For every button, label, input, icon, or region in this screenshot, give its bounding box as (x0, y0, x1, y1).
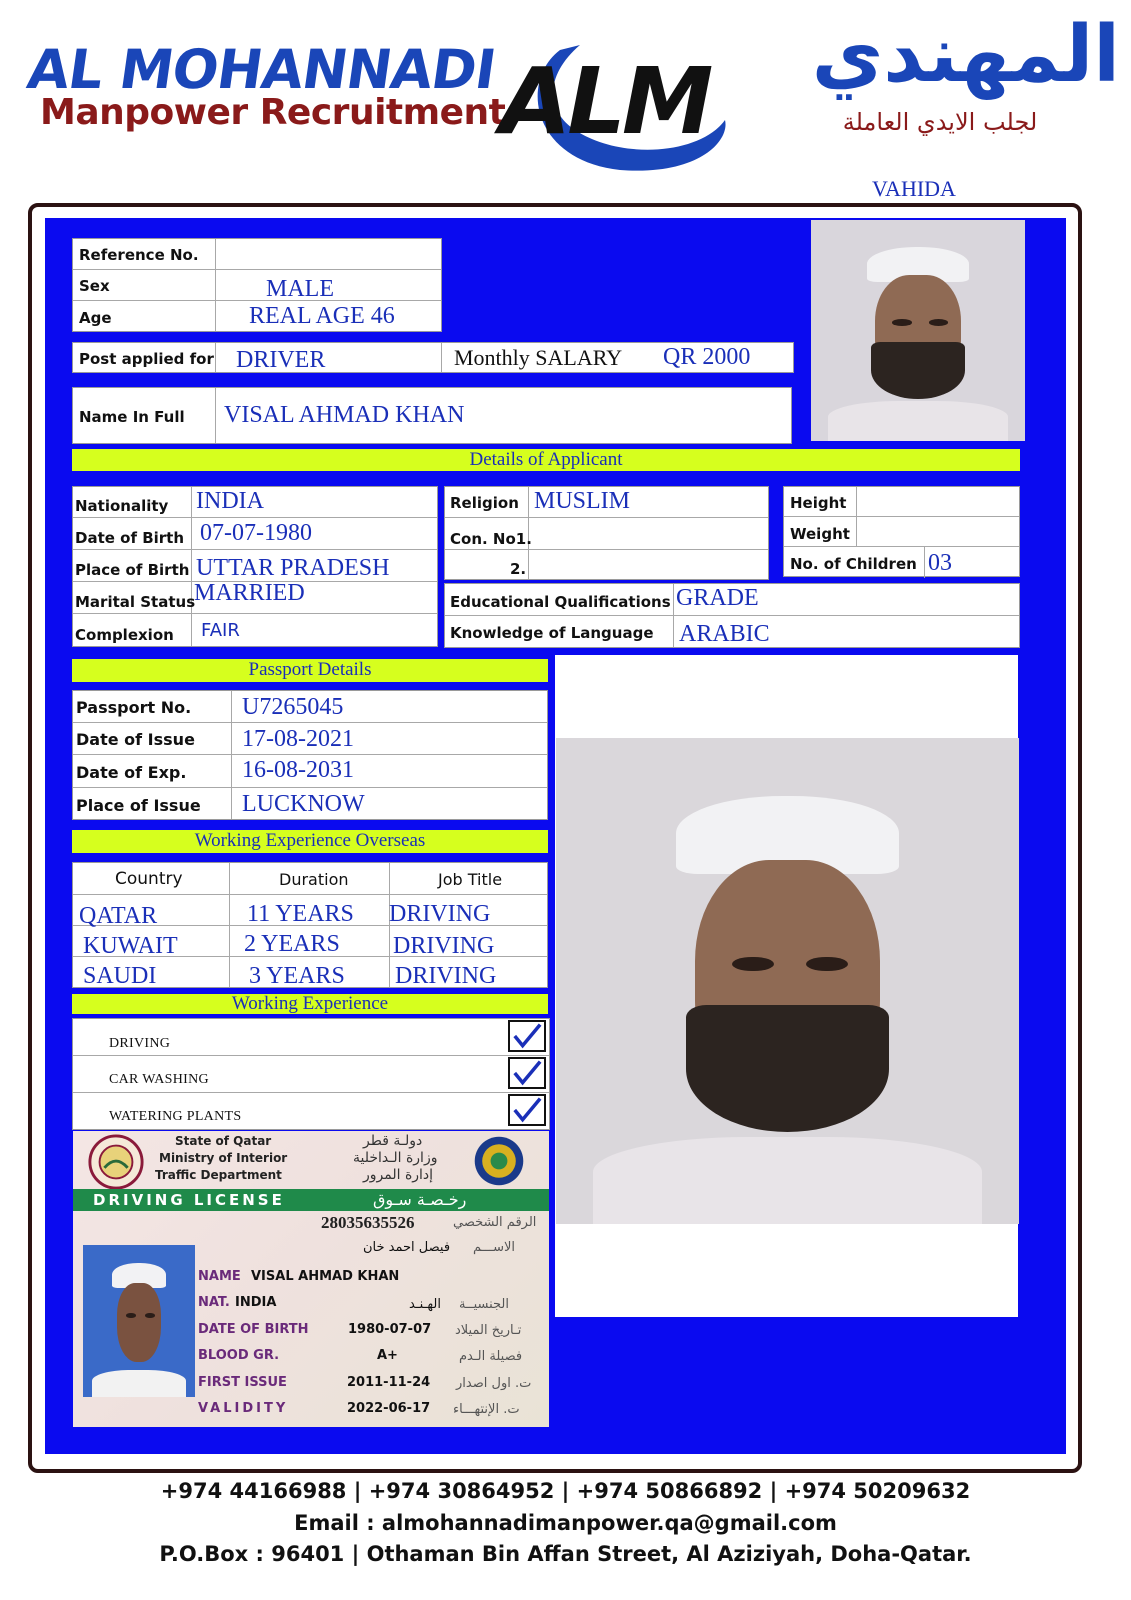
details-title: Details of Applicant (72, 449, 1020, 471)
skill-label: WATERING PLANTS (109, 1109, 242, 1124)
overseas-duration: 11 YEARS (247, 901, 354, 927)
post-value: DRIVER (236, 347, 326, 373)
license-photo (83, 1245, 195, 1397)
children-label: No. of Children (790, 555, 917, 573)
alm-mark: ALM (500, 48, 710, 155)
applicant-photo-small (811, 220, 1025, 441)
license-id-label-ar: الرقم الشخصي (453, 1215, 537, 1230)
overseas-duration: 3 YEARS (249, 963, 345, 989)
experience-title: Working Experience (72, 994, 548, 1014)
religion-value: MUSLIM (534, 488, 631, 514)
sex-value: MALE (266, 276, 334, 302)
driving-license-image (73, 1131, 549, 1427)
company-tagline-en: Manpower Recruitment (40, 92, 506, 133)
passport-issue-value: 17-08-2021 (242, 726, 354, 752)
license-title: DRIVING LICENSE (93, 1191, 285, 1209)
overseas-job: DRIVING (393, 933, 495, 959)
skill-carwash-checkbox[interactable] (508, 1057, 546, 1089)
overseas-country: QATAR (79, 903, 158, 929)
license-name-value: VISAL AHMAD KHAN (251, 1269, 400, 1284)
license-first-issue-label: FIRST ISSUE (198, 1375, 287, 1390)
complexion-label: Complexion (75, 626, 174, 644)
overseas-header-duration: Duration (279, 870, 349, 889)
passport-no-value: U7265045 (242, 694, 344, 720)
passport-place-value: LUCKNOW (242, 791, 365, 817)
passport-no-label: Passport No. (76, 698, 192, 717)
pob-label: Place of Birth (75, 561, 190, 579)
name-table (72, 387, 792, 444)
checkmark-icon (510, 1022, 544, 1050)
license-title-band (73, 1189, 549, 1211)
license-validity-label: VALIDITY (198, 1401, 289, 1416)
footer-phones: +974 44166988 | +974 30864952 | +974 50866892 | +974 50209632 (160, 1479, 971, 1503)
name-label: Name In Full (79, 408, 185, 426)
marital-label: Marital Status (75, 593, 196, 611)
license-state-ar: دولـة قطر (363, 1133, 423, 1149)
footer-address: P.O.Box : 96401 | Othaman Bin Affan Street, Al Aziziyah, Doha-Qatar. (159, 1542, 972, 1566)
license-state: State of Qatar (175, 1134, 272, 1148)
post-table (72, 342, 794, 373)
license-dept: Traffic Department (155, 1168, 282, 1182)
license-first-issue-label-ar: ت. اول اصدار (456, 1376, 532, 1391)
gcc-emblem-icon (471, 1133, 527, 1189)
overseas-country: KUWAIT (83, 933, 178, 959)
license-nat-label: NAT. (198, 1295, 230, 1310)
complexion-value: FAIR (201, 620, 240, 641)
overseas-country: SAUDI (83, 963, 157, 989)
physical-table (783, 486, 1020, 577)
weight-label: Weight (790, 525, 850, 543)
license-blood-label-ar: فصيلة الـدم (459, 1349, 523, 1364)
license-dob-label: DATE OF BIRTH (198, 1322, 309, 1337)
sex-label: Sex (79, 277, 110, 295)
checkmark-icon (510, 1059, 544, 1087)
pob-value: UTTAR PRADESH (196, 555, 390, 581)
qatar-emblem-icon (87, 1133, 145, 1191)
license-validity-label-ar: ت. الإنتهـــاء (453, 1402, 520, 1417)
license-blood-value: A+ (377, 1348, 398, 1363)
education-table (444, 583, 1020, 648)
license-nat-label-ar: الجنسيــة (459, 1297, 509, 1312)
license-dept-ar: إدارة المرور (363, 1167, 434, 1183)
marital-value: MARRIED (194, 580, 305, 606)
license-validity-value: 2022-06-17 (347, 1401, 431, 1416)
details-left-table (72, 486, 438, 647)
contact2-label: 2. (510, 560, 527, 578)
company-tagline-ar: لجلب الايدي العاملة (842, 108, 1038, 136)
contact1-label: Con. No1. (450, 530, 532, 548)
post-label: Post applied for (79, 350, 214, 368)
company-name-en: AL MOHANNADI (23, 38, 500, 101)
name-value: VISAL AHMAD KHAN (224, 402, 465, 428)
overseas-job: DRIVING (395, 963, 497, 989)
footer-email: Email : almohannadimanpower.qa@gmail.com (294, 1511, 837, 1535)
overseas-title: Working Experience Overseas (72, 830, 548, 853)
overseas-table (72, 862, 548, 988)
skill-driving-checkbox[interactable] (508, 1020, 546, 1052)
applicant-photo-large (556, 738, 1019, 1224)
education-value: GRADE (676, 585, 759, 611)
skill-label: DRIVING (109, 1036, 171, 1051)
children-value: 03 (928, 550, 952, 576)
skills-table (72, 1018, 550, 1130)
overseas-duration: 2 YEARS (244, 931, 340, 957)
height-label: Height (790, 494, 847, 512)
license-blood-label: BLOOD GR. (198, 1348, 280, 1363)
nationality-value: INDIA (196, 488, 264, 514)
salary-value: QR 2000 (663, 344, 751, 370)
license-nat-ar: الهـنـد (409, 1297, 441, 1312)
company-name-ar: المهندي (811, 10, 1120, 100)
license-id-number: 28035635526 (321, 1213, 415, 1232)
overseas-job: DRIVING (389, 901, 491, 927)
education-label: Educational Qualifications (450, 593, 671, 611)
license-dob-label-ar: تـاريخ الميلاد (455, 1323, 522, 1338)
religion-table (444, 486, 769, 580)
language-value: ARABIC (679, 621, 770, 647)
overseas-header-job: Job Title (438, 870, 503, 889)
license-nat-value: INDIA (235, 1295, 277, 1310)
dob-value: 07-07-1980 (200, 520, 312, 546)
license-title-ar: رخـصـة سـوق (373, 1190, 467, 1209)
passport-title: Passport Details (72, 659, 548, 682)
license-name-ar-label: الاســـم (473, 1240, 515, 1255)
agent-name: VAHIDA (872, 176, 956, 201)
skill-label: CAR WASHING (109, 1072, 209, 1087)
skill-watering-checkbox[interactable] (508, 1094, 546, 1126)
license-name-label: NAME (198, 1269, 241, 1284)
passport-issue-label: Date of Issue (76, 730, 195, 749)
license-first-issue-value: 2011-11-24 (347, 1375, 431, 1390)
age-value: REAL AGE 46 (249, 303, 395, 329)
basic-info-table (72, 238, 442, 332)
overseas-header-country: Country (115, 869, 183, 889)
passport-table (72, 690, 548, 820)
dob-label: Date of Birth (75, 529, 185, 547)
checkmark-icon (510, 1096, 544, 1124)
language-label: Knowledge of Language (450, 624, 654, 642)
nationality-label: Nationality (75, 497, 169, 515)
reference-label: Reference No. (79, 246, 199, 264)
salary-label: Monthly SALARY (454, 345, 623, 370)
license-ministry-ar: وزارة الـداخلية (353, 1150, 438, 1166)
license-ministry: Ministry of Interior (159, 1151, 288, 1165)
license-dob-value: 1980-07-07 (348, 1322, 432, 1337)
passport-exp-label: Date of Exp. (76, 763, 187, 782)
license-name-ar: فيصل احمد خان (363, 1240, 451, 1255)
religion-label: Religion (450, 494, 519, 512)
age-label: Age (79, 309, 112, 327)
passport-place-label: Place of Issue (76, 796, 201, 815)
passport-exp-value: 16-08-2031 (242, 757, 354, 783)
